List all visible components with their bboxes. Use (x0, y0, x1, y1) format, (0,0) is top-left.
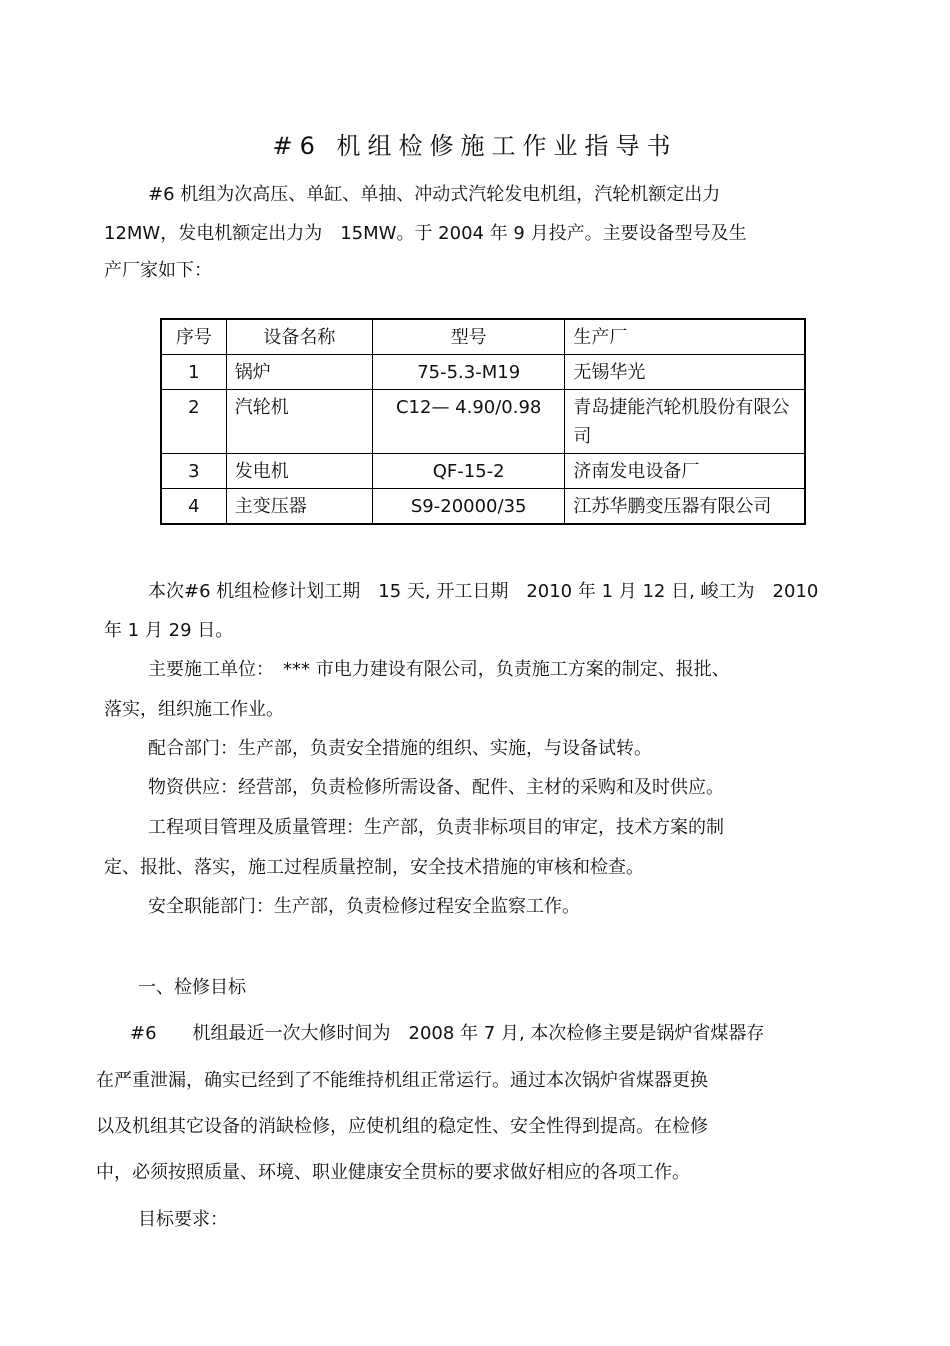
page-title: #6 机组检修施工作业指导书 (272, 132, 678, 160)
section-heading: 一、检修目标 (138, 977, 246, 998)
target-line-4: 中，必须按照质量、环境、职业健康安全贯标的要求做好相应的各项工作。 (96, 1162, 690, 1183)
cell-index: 1 (161, 355, 226, 390)
schedule-line-1: 本次#6 机组检修计划工期 15 天, 开工日期 2010 年 1 月 12 日, 峻工为 2010 (148, 581, 819, 602)
cell-maker: 无锡华光 (565, 355, 805, 390)
cell-model: 75-5.3-M19 (373, 355, 565, 390)
table-row (161, 454, 805, 489)
supply-line: 物资供应：经营部，负责检修所需设备、配件、主材的采购和及时供应。 (148, 777, 724, 798)
intro-line-1: #6 机组为次高压、单缸、单抽、冲动式汽轮发电机组，汽轮机额定出力 (148, 184, 721, 205)
cell-index: 2 (161, 390, 226, 454)
cell-maker: 青岛捷能汽轮机股份有限公司 (565, 390, 805, 454)
cell-maker: 江苏华鹏变压器有限公司 (565, 489, 805, 525)
header-index: 序号 (161, 319, 226, 355)
cell-name: 锅炉 (226, 355, 372, 390)
cell-index: 3 (161, 454, 226, 489)
target-line-2: 在严重泄漏，确实已经到了不能维持机组正常运行。通过本次锅炉省煤器更换 (96, 1070, 708, 1091)
header-maker: 生产厂 (565, 319, 805, 355)
target-line-3: 以及机组其它设备的消缺检修，应使机组的稳定性、安全性得到提高。在检修 (96, 1116, 708, 1137)
cell-maker: 济南发电设备厂 (565, 454, 805, 489)
cell-index: 4 (161, 489, 226, 525)
header-model: 型号 (373, 319, 565, 355)
main-unit-line-2: 落实，组织施工作业。 (104, 699, 284, 720)
intro-line-3: 产厂家如下： (104, 260, 212, 281)
main-unit-line-1: 主要施工单位： *** 市电力建设有限公司，负责施工方案的制定、报批、 (148, 659, 730, 680)
cell-name: 发电机 (226, 454, 372, 489)
target-requirements: 目标要求： (138, 1209, 228, 1230)
table-header-row (161, 319, 805, 355)
schedule-line-2: 年 1 月 29 日。 (104, 620, 234, 641)
cell-name: 汽轮机 (226, 390, 372, 454)
equipment-table (160, 318, 806, 525)
coop-dept-line: 配合部门：生产部，负责安全措施的组织、实施，与设备试转。 (148, 738, 652, 759)
cell-model: C12— 4.90/0.98 (373, 390, 565, 454)
quality-line-1: 工程项目管理及质量管理：生产部，负责非标项目的审定，技术方案的制 (148, 817, 724, 838)
table-row (161, 489, 805, 525)
target-line-1: #6 机组最近一次大修时间为 2008 年 7 月, 本次检修主要是锅炉省煤器存 (130, 1023, 765, 1044)
safety-dept-line: 安全职能部门：生产部，负责检修过程安全监察工作。 (148, 896, 580, 917)
intro-line-2: 12MW，发电机额定出力为 15MW。于 2004 年 9 月投产。主要设备型号及生 (104, 223, 747, 244)
table-row (161, 355, 805, 390)
cell-name: 主变压器 (226, 489, 372, 525)
table-row (161, 390, 805, 454)
cell-model: QF-15-2 (373, 454, 565, 489)
cell-model: S9-20000/35 (373, 489, 565, 525)
quality-line-2: 定、报批、落实，施工过程质量控制，安全技术措施的审核和检查。 (104, 857, 644, 878)
header-name: 设备名称 (226, 319, 372, 355)
